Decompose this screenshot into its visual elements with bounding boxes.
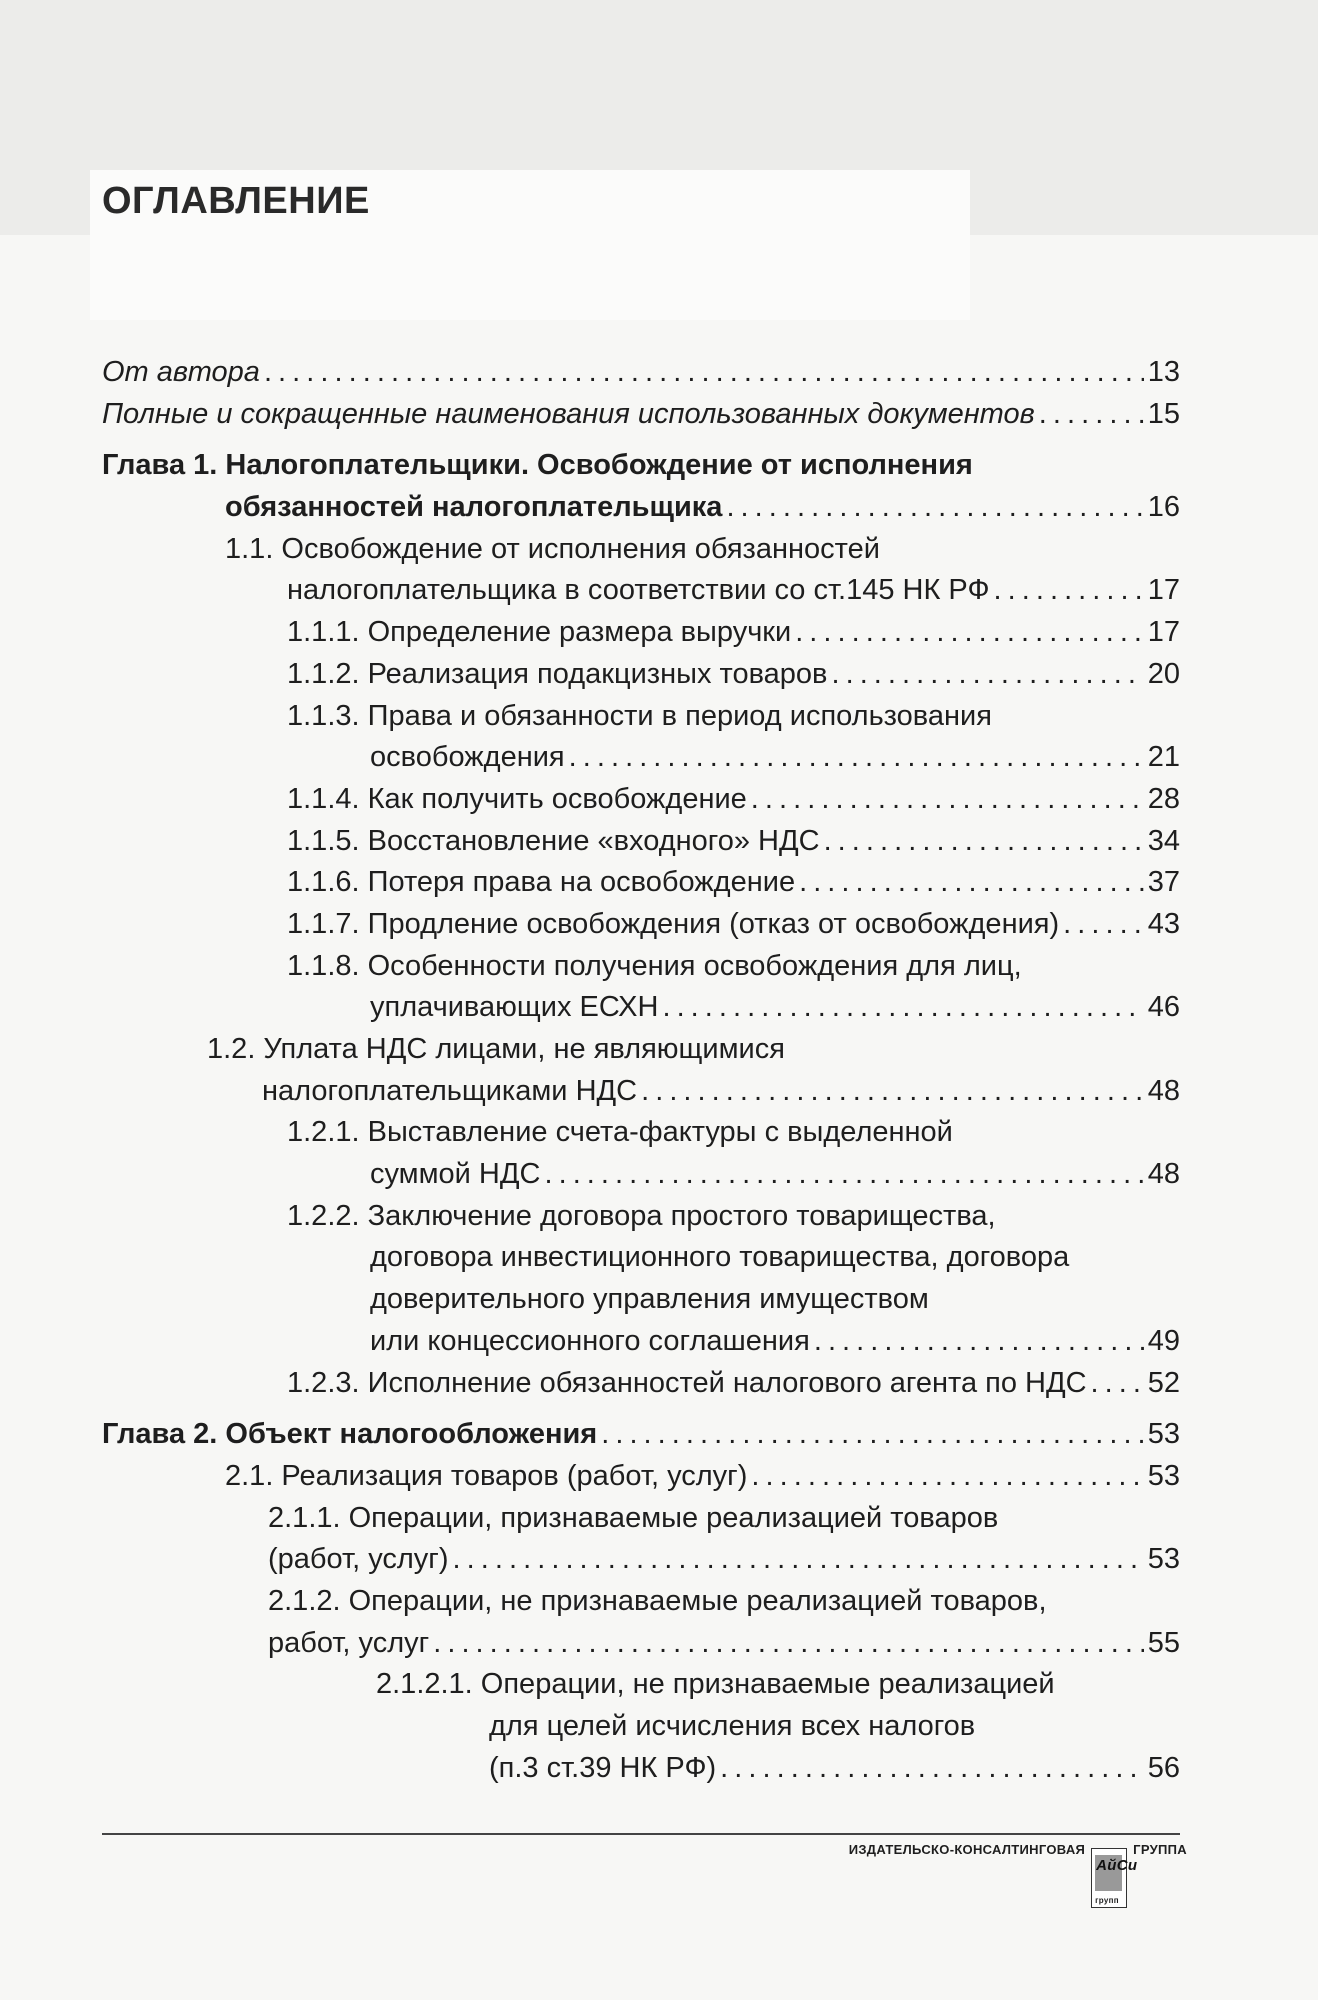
dot-leader <box>601 1414 1144 1456</box>
toc-entry[interactable] <box>102 1363 1180 1405</box>
toc-entry[interactable] <box>102 1237 1180 1279</box>
dot-leader <box>544 1154 1143 1196</box>
toc-entry-title: уплачивающих ЕСХН <box>370 991 659 1024</box>
toc-entry[interactable] <box>102 570 1180 612</box>
dot-leader <box>726 487 1143 529</box>
toc-page-number: 13 <box>1147 356 1180 388</box>
toc-entry[interactable] <box>102 1539 1180 1581</box>
toc-entry[interactable] <box>102 987 1180 1029</box>
toc-entry[interactable] <box>102 737 1180 779</box>
toc-entry-title: 1.2.2. Заключение договора простого товарищества, <box>287 1199 996 1232</box>
toc-entry[interactable] <box>102 612 1180 654</box>
toc-entry-title: 2.1.1. Операции, признаваемые реализацией товаров <box>268 1501 999 1534</box>
toc-page-number: 28 <box>1147 782 1180 815</box>
toc-page-number: 55 <box>1147 1626 1180 1659</box>
toc-entry-title: 2.1.2.1. Операции, не признаваемые реализацией <box>376 1668 1055 1701</box>
toc-page-number: 17 <box>1147 574 1180 607</box>
toc-entry[interactable] <box>102 1581 1180 1623</box>
toc-entry-title: освобождения <box>370 741 565 774</box>
toc-entry-title: 2.1. Реализация товаров (работ, услуг) <box>225 1459 748 1492</box>
toc-entry-title: 1.1.3. Права и обязанности в период использования <box>287 699 992 732</box>
publisher-name-left: ИЗДАТЕЛЬСКО-КОНСАЛТИНГОВАЯ <box>848 1842 1086 1857</box>
toc-entry[interactable] <box>102 862 1180 904</box>
toc-entry[interactable] <box>102 1071 1180 1113</box>
toc-entry-title: суммой НДС <box>370 1158 541 1191</box>
page-title: ОГЛАВЛЕНИЕ <box>102 180 370 222</box>
toc-entry-title: 1.1.7. Продление освобождения (отказ от освобождения) <box>287 907 1060 940</box>
toc-entry-title: Глава 1. Налогоплательщики. Освобождение от исполнения <box>102 449 973 482</box>
dot-leader <box>795 612 1144 654</box>
toc-entry-title: для целей исчисления всех налогов <box>489 1710 976 1742</box>
toc-page-number: 15 <box>1147 397 1180 430</box>
toc-entry-title: 1.2. Уплата НДС лицами, не являющимися <box>207 1033 785 1065</box>
dot-leader <box>1091 1363 1144 1405</box>
toc-entry-title: 1.2.3. Исполнение обязанностей налогового агента по НДС <box>287 1366 1087 1399</box>
toc-entry[interactable] <box>102 654 1180 696</box>
toc-entry[interactable] <box>102 696 1180 738</box>
toc-entry[interactable] <box>102 352 1180 394</box>
toc-page-number: 46 <box>1147 991 1180 1024</box>
logo-sub: групп <box>1095 1896 1119 1905</box>
toc-page-number: 17 <box>1147 616 1180 649</box>
toc-entry[interactable] <box>102 1748 1180 1790</box>
toc-page-number: 21 <box>1147 741 1180 774</box>
toc-entry[interactable] <box>102 394 1180 436</box>
dot-leader <box>814 1321 1144 1363</box>
toc-entry-title: налогоплательщика в соответствии со ст.145 НК РФ <box>287 574 990 607</box>
toc-page-number: 43 <box>1147 907 1180 940</box>
toc-page-number: 48 <box>1147 1074 1180 1107</box>
toc-entry-title: 1.1.2. Реализация подакцизных товаров <box>287 657 828 690</box>
dot-leader <box>1063 904 1144 946</box>
toc-entry-title: договора инвестиционного товарищества, договора <box>370 1241 1070 1274</box>
toc-page-number: 53 <box>1147 1543 1180 1576</box>
toc-entry[interactable] <box>102 779 1180 821</box>
publisher-logo <box>1091 1848 1138 1908</box>
dot-leader <box>824 821 1144 863</box>
toc-page-number: 20 <box>1147 657 1180 690</box>
publisher-footer <box>849 1842 1187 1908</box>
toc-entry[interactable] <box>102 445 1180 487</box>
toc-entry-title: 1.2.1. Выставление счета-фактуры с выделенной <box>287 1116 953 1149</box>
toc-entry[interactable] <box>102 529 1180 571</box>
toc-entry[interactable] <box>102 1321 1180 1363</box>
dot-leader <box>1039 394 1144 436</box>
dot-leader <box>751 779 1144 821</box>
dot-leader <box>799 862 1144 904</box>
toc-entry[interactable] <box>102 487 1180 529</box>
toc-page-number: 53 <box>1147 1459 1180 1492</box>
toc-entry-title: 1.1.6. Потеря права на освобождение <box>287 866 796 899</box>
toc-entry[interactable] <box>102 1414 1180 1456</box>
toc-entry-title: Глава 2. Объект налогообложения <box>102 1418 598 1451</box>
toc-entry-title: Полные и сокращенные наименования использованных документов <box>102 397 1035 430</box>
dot-leader <box>831 654 1143 696</box>
toc-entry[interactable] <box>102 1456 1180 1498</box>
toc-entry-title: обязанностей налогоплательщика <box>225 491 723 524</box>
dot-leader <box>433 1623 1144 1665</box>
toc-entry-title: или концессионного соглашения <box>370 1324 810 1357</box>
toc-entry-title: От автора <box>102 356 260 388</box>
toc-entry[interactable] <box>102 946 1180 988</box>
toc-entry[interactable] <box>102 1112 1180 1154</box>
toc-entry-title: доверительного управления имуществом <box>370 1283 929 1316</box>
logo-mark: АйСи <box>1096 1857 1138 1874</box>
dot-leader <box>720 1748 1144 1790</box>
toc-entry-title: (работ, услуг) <box>268 1543 449 1576</box>
toc-entry[interactable] <box>102 1154 1180 1196</box>
dot-leader <box>641 1071 1144 1113</box>
dot-leader <box>569 737 1144 779</box>
toc-entry[interactable] <box>102 1498 1180 1540</box>
dot-leader <box>264 352 1144 394</box>
footer-divider <box>102 1833 1180 1835</box>
table-of-contents <box>102 352 1180 1789</box>
toc-page-number: 49 <box>1147 1324 1180 1357</box>
toc-entry[interactable] <box>102 821 1180 863</box>
toc-entry-title: 1.1. Освобождение от исполнения обязанностей <box>225 532 880 565</box>
toc-entry[interactable] <box>102 904 1180 946</box>
toc-entry[interactable] <box>102 1706 1180 1748</box>
toc-entry-title: налогоплательщиками НДС <box>262 1074 638 1107</box>
toc-entry-title: 1.1.1. Определение размера выручки <box>287 616 792 649</box>
toc-page-number: 53 <box>1147 1418 1180 1451</box>
dot-leader <box>662 987 1143 1029</box>
toc-entry[interactable] <box>102 1196 1180 1238</box>
toc-page-number: 34 <box>1147 824 1180 857</box>
dot-leader <box>453 1539 1144 1581</box>
toc-entry-title: 2.1.2. Операции, не признаваемые реализацией товаров, <box>268 1584 1047 1617</box>
dot-leader <box>994 570 1144 612</box>
toc-page-number: 48 <box>1147 1158 1180 1191</box>
toc-entry-title: работ, услуг <box>268 1626 430 1659</box>
dot-leader <box>751 1456 1143 1498</box>
toc-entry[interactable] <box>102 1279 1180 1321</box>
toc-page-number: 56 <box>1147 1751 1180 1784</box>
toc-entry[interactable] <box>102 1623 1180 1665</box>
publisher-name-right: ГРУППА <box>1133 1842 1187 1857</box>
toc-page-number: 16 <box>1147 491 1180 524</box>
toc-entry-title: 1.1.5. Восстановление «входного» НДС <box>287 824 820 857</box>
toc-entry[interactable] <box>102 1664 1180 1706</box>
toc-page-number: 52 <box>1147 1366 1180 1399</box>
toc-entry-title: 1.1.4. Как получить освобождение <box>287 782 747 815</box>
toc-entry-title: 1.1.8. Особенности получения освобождения для лиц, <box>287 949 1022 982</box>
toc-entry-title: (п.3 ст.39 НК РФ) <box>489 1751 717 1784</box>
toc-entry[interactable] <box>102 1029 1180 1071</box>
toc-page-number: 37 <box>1147 866 1180 899</box>
